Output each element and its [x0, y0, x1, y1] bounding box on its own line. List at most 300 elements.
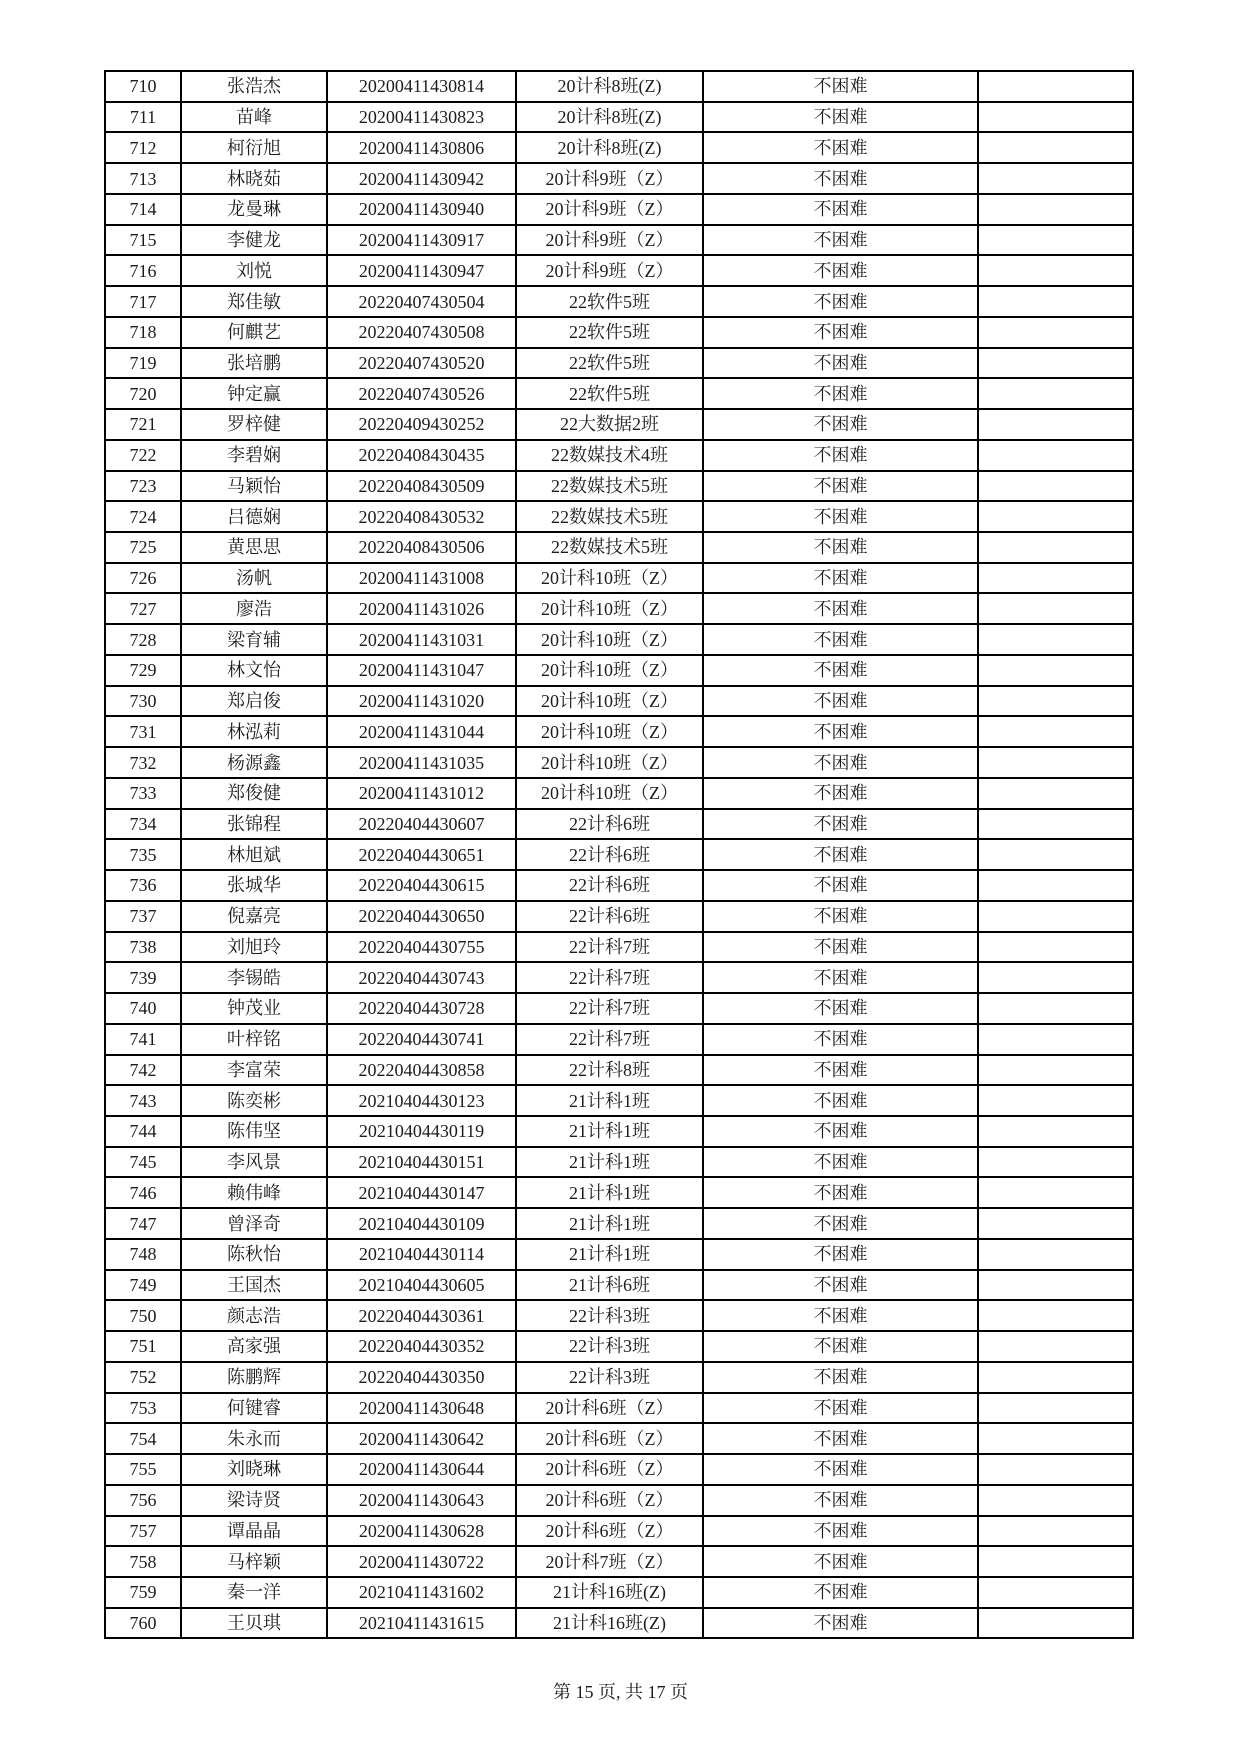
student-name-cell: 秦一洋 — [181, 1577, 327, 1608]
row-number-cell: 725 — [105, 532, 181, 563]
student-id-cell: 20210404430119 — [327, 1116, 516, 1147]
student-roster-table — [104, 70, 1134, 1639]
class-name-cell: 21计科16班(Z) — [516, 1577, 703, 1608]
student-id-cell: 20220404430755 — [327, 932, 516, 963]
student-id-cell: 20200411430722 — [327, 1546, 516, 1577]
table-row — [105, 1024, 1133, 1055]
row-number-cell: 714 — [105, 194, 181, 225]
class-name-cell: 21计科6班 — [516, 1270, 703, 1301]
page-footer: 第 15 页, 共 17 页 — [553, 1682, 688, 1702]
note-cell — [978, 1546, 1133, 1577]
class-name-cell: 21计科1班 — [516, 1085, 703, 1116]
table-row — [105, 1393, 1133, 1424]
class-name-cell: 20计科6班（Z） — [516, 1393, 703, 1424]
student-name-cell: 林晓茹 — [181, 163, 327, 194]
class-name-cell: 20计科10班（Z） — [516, 686, 703, 717]
class-name-cell: 20计科10班（Z） — [516, 624, 703, 655]
table-row — [105, 378, 1133, 409]
note-cell — [978, 1239, 1133, 1270]
class-name-cell: 22计科6班 — [516, 839, 703, 870]
row-number-cell: 757 — [105, 1516, 181, 1547]
class-name-cell: 22计科6班 — [516, 870, 703, 901]
student-name-cell: 张城华 — [181, 870, 327, 901]
class-name-cell: 22数媒技术5班 — [516, 532, 703, 563]
status-cell: 不困难 — [703, 1239, 978, 1270]
class-name-cell: 22计科3班 — [516, 1362, 703, 1393]
row-number-cell: 741 — [105, 1024, 181, 1055]
student-name-cell: 林文怡 — [181, 655, 327, 686]
table-row — [105, 1239, 1133, 1270]
class-name-cell: 21计科1班 — [516, 1239, 703, 1270]
note-cell — [978, 1085, 1133, 1116]
table-row — [105, 317, 1133, 348]
class-name-cell: 20计科8班(Z) — [516, 102, 703, 133]
student-name-cell: 赖伟峰 — [181, 1177, 327, 1208]
student-id-cell: 20200411430806 — [327, 132, 516, 163]
status-cell: 不困难 — [703, 624, 978, 655]
student-id-cell: 20200411430917 — [327, 225, 516, 256]
table-row — [105, 440, 1133, 471]
student-id-cell: 20220404430741 — [327, 1024, 516, 1055]
student-id-cell: 20220407430504 — [327, 286, 516, 317]
note-cell — [978, 378, 1133, 409]
status-cell: 不困难 — [703, 1177, 978, 1208]
row-number-cell: 742 — [105, 1055, 181, 1086]
note-cell — [978, 932, 1133, 963]
student-name-cell: 李碧娴 — [181, 440, 327, 471]
student-name-cell: 张锦程 — [181, 809, 327, 840]
note-cell — [978, 194, 1133, 225]
student-name-cell: 龙曼琳 — [181, 194, 327, 225]
class-name-cell: 20计科10班（Z） — [516, 716, 703, 747]
student-name-cell: 梁育辅 — [181, 624, 327, 655]
student-name-cell: 刘旭玲 — [181, 932, 327, 963]
note-cell — [978, 993, 1133, 1024]
table-row — [105, 1085, 1133, 1116]
student-name-cell: 谭晶晶 — [181, 1516, 327, 1547]
class-name-cell: 22计科8班 — [516, 1055, 703, 1086]
note-cell — [978, 686, 1133, 717]
status-cell: 不困难 — [703, 686, 978, 717]
student-name-cell: 曾泽奇 — [181, 1208, 327, 1239]
table-row — [105, 1208, 1133, 1239]
student-name-cell: 高家强 — [181, 1331, 327, 1362]
status-cell: 不困难 — [703, 163, 978, 194]
table-row — [105, 1485, 1133, 1516]
row-number-cell: 759 — [105, 1577, 181, 1608]
student-id-cell: 20220408430532 — [327, 501, 516, 532]
row-number-cell: 755 — [105, 1454, 181, 1485]
status-cell: 不困难 — [703, 1546, 978, 1577]
table-row — [105, 1055, 1133, 1086]
note-cell — [978, 716, 1133, 747]
table-row — [105, 1546, 1133, 1577]
student-name-cell: 吕德娴 — [181, 501, 327, 532]
student-id-cell: 20220404430858 — [327, 1055, 516, 1086]
row-number-cell: 753 — [105, 1393, 181, 1424]
student-id-cell: 20200411430642 — [327, 1423, 516, 1454]
note-cell — [978, 1024, 1133, 1055]
student-id-cell: 20220404430650 — [327, 901, 516, 932]
status-cell: 不困难 — [703, 1454, 978, 1485]
note-cell — [978, 1331, 1133, 1362]
note-cell — [978, 1300, 1133, 1331]
status-cell: 不困难 — [703, 1485, 978, 1516]
status-cell: 不困难 — [703, 655, 978, 686]
student-name-cell: 李锡皓 — [181, 962, 327, 993]
table-row — [105, 532, 1133, 563]
note-cell — [978, 71, 1133, 102]
status-cell: 不困难 — [703, 962, 978, 993]
class-name-cell: 21计科1班 — [516, 1177, 703, 1208]
student-id-cell: 20200411430940 — [327, 194, 516, 225]
row-number-cell: 715 — [105, 225, 181, 256]
table-row — [105, 1362, 1133, 1393]
table-row — [105, 1454, 1133, 1485]
status-cell: 不困难 — [703, 1208, 978, 1239]
note-cell — [978, 409, 1133, 440]
status-cell: 不困难 — [703, 563, 978, 594]
student-id-cell: 20200411431031 — [327, 624, 516, 655]
table-row — [105, 1147, 1133, 1178]
table-row — [105, 716, 1133, 747]
student-table-body — [105, 71, 1133, 1638]
student-name-cell: 罗梓健 — [181, 409, 327, 440]
note-cell — [978, 1147, 1133, 1178]
status-cell: 不困难 — [703, 870, 978, 901]
class-name-cell: 22计科3班 — [516, 1300, 703, 1331]
note-cell — [978, 1516, 1133, 1547]
row-number-cell: 730 — [105, 686, 181, 717]
student-id-cell: 20220408430509 — [327, 471, 516, 502]
table-row — [105, 348, 1133, 379]
class-name-cell: 22数媒技术5班 — [516, 471, 703, 502]
row-number-cell: 738 — [105, 932, 181, 963]
table-row — [105, 1116, 1133, 1147]
class-name-cell: 20计科6班（Z） — [516, 1485, 703, 1516]
student-id-cell: 20220404430361 — [327, 1300, 516, 1331]
table-row — [105, 809, 1133, 840]
table-row — [105, 686, 1133, 717]
table-row — [105, 1577, 1133, 1608]
table-row — [105, 163, 1133, 194]
row-number-cell: 751 — [105, 1331, 181, 1362]
class-name-cell: 21计科1班 — [516, 1147, 703, 1178]
row-number-cell: 735 — [105, 839, 181, 870]
student-name-cell: 钟茂业 — [181, 993, 327, 1024]
student-id-cell: 20220404430728 — [327, 993, 516, 1024]
class-name-cell: 22计科7班 — [516, 993, 703, 1024]
student-name-cell: 林旭斌 — [181, 839, 327, 870]
status-cell: 不困难 — [703, 593, 978, 624]
student-name-cell: 何键睿 — [181, 1393, 327, 1424]
student-name-cell: 杨源鑫 — [181, 747, 327, 778]
student-id-cell: 20200411430644 — [327, 1454, 516, 1485]
status-cell: 不困难 — [703, 932, 978, 963]
status-cell: 不困难 — [703, 1577, 978, 1608]
status-cell: 不困难 — [703, 1085, 978, 1116]
note-cell — [978, 501, 1133, 532]
status-cell: 不困难 — [703, 102, 978, 133]
student-id-cell: 20220404430607 — [327, 809, 516, 840]
student-name-cell: 李富荣 — [181, 1055, 327, 1086]
table-row — [105, 624, 1133, 655]
note-cell — [978, 1423, 1133, 1454]
class-name-cell: 20计科10班（Z） — [516, 563, 703, 594]
row-number-cell: 724 — [105, 501, 181, 532]
student-name-cell: 陈鹏辉 — [181, 1362, 327, 1393]
student-id-cell: 20210404430109 — [327, 1208, 516, 1239]
table-row — [105, 1608, 1133, 1639]
student-name-cell: 林泓莉 — [181, 716, 327, 747]
table-row — [105, 255, 1133, 286]
note-cell — [978, 532, 1133, 563]
note-cell — [978, 255, 1133, 286]
note-cell — [978, 809, 1133, 840]
student-id-cell: 20200411430947 — [327, 255, 516, 286]
class-name-cell: 20计科7班（Z） — [516, 1546, 703, 1577]
class-name-cell: 22软件5班 — [516, 286, 703, 317]
student-name-cell: 郑俊健 — [181, 778, 327, 809]
table-row — [105, 870, 1133, 901]
row-number-cell: 734 — [105, 809, 181, 840]
note-cell — [978, 1454, 1133, 1485]
note-cell — [978, 1270, 1133, 1301]
student-name-cell: 李风景 — [181, 1147, 327, 1178]
row-number-cell: 750 — [105, 1300, 181, 1331]
student-id-cell: 20200411431044 — [327, 716, 516, 747]
row-number-cell: 758 — [105, 1546, 181, 1577]
student-id-cell: 20220407430508 — [327, 317, 516, 348]
row-number-cell: 728 — [105, 624, 181, 655]
student-id-cell: 20210404430151 — [327, 1147, 516, 1178]
table-row — [105, 1331, 1133, 1362]
row-number-cell: 716 — [105, 255, 181, 286]
note-cell — [978, 1608, 1133, 1639]
row-number-cell: 733 — [105, 778, 181, 809]
class-name-cell: 22软件5班 — [516, 317, 703, 348]
row-number-cell: 746 — [105, 1177, 181, 1208]
table-row — [105, 102, 1133, 133]
student-id-cell: 20220409430252 — [327, 409, 516, 440]
note-cell — [978, 286, 1133, 317]
student-id-cell: 20210404430147 — [327, 1177, 516, 1208]
student-id-cell: 20220404430651 — [327, 839, 516, 870]
note-cell — [978, 440, 1133, 471]
student-name-cell: 张浩杰 — [181, 71, 327, 102]
status-cell: 不困难 — [703, 993, 978, 1024]
student-id-cell: 20210411431602 — [327, 1577, 516, 1608]
status-cell: 不困难 — [703, 255, 978, 286]
class-name-cell: 22计科3班 — [516, 1331, 703, 1362]
class-name-cell: 20计科9班（Z） — [516, 194, 703, 225]
note-cell — [978, 593, 1133, 624]
row-number-cell: 717 — [105, 286, 181, 317]
student-name-cell: 廖浩 — [181, 593, 327, 624]
row-number-cell: 748 — [105, 1239, 181, 1270]
status-cell: 不困难 — [703, 809, 978, 840]
student-name-cell: 陈秋怡 — [181, 1239, 327, 1270]
row-number-cell: 726 — [105, 563, 181, 594]
note-cell — [978, 1208, 1133, 1239]
row-number-cell: 745 — [105, 1147, 181, 1178]
student-id-cell: 20220408430435 — [327, 440, 516, 471]
student-name-cell: 郑启俊 — [181, 686, 327, 717]
student-name-cell: 汤帆 — [181, 563, 327, 594]
table-row — [105, 1516, 1133, 1547]
row-number-cell: 744 — [105, 1116, 181, 1147]
note-cell — [978, 1362, 1133, 1393]
class-name-cell: 20计科10班（Z） — [516, 593, 703, 624]
class-name-cell: 20计科8班(Z) — [516, 132, 703, 163]
status-cell: 不困难 — [703, 1608, 978, 1639]
student-name-cell: 马颖怡 — [181, 471, 327, 502]
status-cell: 不困难 — [703, 1055, 978, 1086]
table-row — [105, 1177, 1133, 1208]
class-name-cell: 20计科6班（Z） — [516, 1423, 703, 1454]
note-cell — [978, 225, 1133, 256]
student-name-cell: 李健龙 — [181, 225, 327, 256]
status-cell: 不困难 — [703, 286, 978, 317]
student-id-cell: 20200411431026 — [327, 593, 516, 624]
table-row — [105, 778, 1133, 809]
student-name-cell: 苗峰 — [181, 102, 327, 133]
table-row — [105, 1423, 1133, 1454]
class-name-cell: 21计科1班 — [516, 1116, 703, 1147]
row-number-cell: 739 — [105, 962, 181, 993]
class-name-cell: 22软件5班 — [516, 378, 703, 409]
student-name-cell: 刘晓琳 — [181, 1454, 327, 1485]
row-number-cell: 723 — [105, 471, 181, 502]
status-cell: 不困难 — [703, 225, 978, 256]
status-cell: 不困难 — [703, 1270, 978, 1301]
note-cell — [978, 1116, 1133, 1147]
student-name-cell: 陈伟坚 — [181, 1116, 327, 1147]
student-name-cell: 张培鹏 — [181, 348, 327, 379]
student-name-cell: 陈奕彬 — [181, 1085, 327, 1116]
student-name-cell: 叶梓铭 — [181, 1024, 327, 1055]
student-id-cell: 20200411430942 — [327, 163, 516, 194]
class-name-cell: 22软件5班 — [516, 348, 703, 379]
row-number-cell: 721 — [105, 409, 181, 440]
table-row — [105, 655, 1133, 686]
row-number-cell: 713 — [105, 163, 181, 194]
student-name-cell: 刘悦 — [181, 255, 327, 286]
student-id-cell: 20220404430352 — [327, 1331, 516, 1362]
note-cell — [978, 778, 1133, 809]
class-name-cell: 20计科9班（Z） — [516, 255, 703, 286]
class-name-cell: 21计科1班 — [516, 1208, 703, 1239]
note-cell — [978, 870, 1133, 901]
class-name-cell: 22计科7班 — [516, 1024, 703, 1055]
table-row — [105, 1300, 1133, 1331]
row-number-cell: 760 — [105, 1608, 181, 1639]
student-id-cell: 20220404430743 — [327, 962, 516, 993]
status-cell: 不困难 — [703, 1147, 978, 1178]
row-number-cell: 720 — [105, 378, 181, 409]
row-number-cell: 754 — [105, 1423, 181, 1454]
note-cell — [978, 901, 1133, 932]
student-name-cell: 颜志浩 — [181, 1300, 327, 1331]
student-id-cell: 20200411430643 — [327, 1485, 516, 1516]
table-row — [105, 839, 1133, 870]
status-cell: 不困难 — [703, 1116, 978, 1147]
class-name-cell: 20计科8班(Z) — [516, 71, 703, 102]
status-cell: 不困难 — [703, 71, 978, 102]
student-name-cell: 倪嘉亮 — [181, 901, 327, 932]
class-name-cell: 22数媒技术5班 — [516, 501, 703, 532]
student-name-cell: 王贝琪 — [181, 1608, 327, 1639]
note-cell — [978, 1055, 1133, 1086]
class-name-cell: 22计科6班 — [516, 901, 703, 932]
class-name-cell: 20计科10班（Z） — [516, 778, 703, 809]
student-id-cell: 20200411430823 — [327, 102, 516, 133]
table-row — [105, 501, 1133, 532]
student-id-cell: 20210404430114 — [327, 1239, 516, 1270]
student-id-cell: 20210404430605 — [327, 1270, 516, 1301]
class-name-cell: 20计科10班（Z） — [516, 747, 703, 778]
table-row — [105, 1270, 1133, 1301]
table-row — [105, 286, 1133, 317]
row-number-cell: 727 — [105, 593, 181, 624]
student-name-cell: 王国杰 — [181, 1270, 327, 1301]
note-cell — [978, 563, 1133, 594]
row-number-cell: 740 — [105, 993, 181, 1024]
student-name-cell: 马梓颖 — [181, 1546, 327, 1577]
student-id-cell: 20200411431012 — [327, 778, 516, 809]
note-cell — [978, 839, 1133, 870]
table-row — [105, 194, 1133, 225]
status-cell: 不困难 — [703, 1516, 978, 1547]
student-id-cell: 20220407430520 — [327, 348, 516, 379]
row-number-cell: 756 — [105, 1485, 181, 1516]
note-cell — [978, 348, 1133, 379]
row-number-cell: 749 — [105, 1270, 181, 1301]
table-row — [105, 901, 1133, 932]
class-name-cell: 20计科6班（Z） — [516, 1516, 703, 1547]
student-id-cell: 20200411431047 — [327, 655, 516, 686]
status-cell: 不困难 — [703, 839, 978, 870]
status-cell: 不困难 — [703, 1300, 978, 1331]
class-name-cell: 22大数据2班 — [516, 409, 703, 440]
status-cell: 不困难 — [703, 1393, 978, 1424]
row-number-cell: 752 — [105, 1362, 181, 1393]
class-name-cell: 22计科6班 — [516, 809, 703, 840]
note-cell — [978, 163, 1133, 194]
row-number-cell: 729 — [105, 655, 181, 686]
student-name-cell: 钟定赢 — [181, 378, 327, 409]
table-row — [105, 962, 1133, 993]
student-name-cell: 朱永而 — [181, 1423, 327, 1454]
status-cell: 不困难 — [703, 1024, 978, 1055]
row-number-cell: 731 — [105, 716, 181, 747]
row-number-cell: 719 — [105, 348, 181, 379]
row-number-cell: 743 — [105, 1085, 181, 1116]
status-cell: 不困难 — [703, 716, 978, 747]
note-cell — [978, 624, 1133, 655]
table-row — [105, 71, 1133, 102]
student-id-cell: 20200411431008 — [327, 563, 516, 594]
note-cell — [978, 102, 1133, 133]
status-cell: 不困难 — [703, 471, 978, 502]
status-cell: 不困难 — [703, 747, 978, 778]
student-id-cell: 20220408430506 — [327, 532, 516, 563]
student-id-cell: 20200411430814 — [327, 71, 516, 102]
row-number-cell: 736 — [105, 870, 181, 901]
note-cell — [978, 747, 1133, 778]
student-id-cell: 20220404430350 — [327, 1362, 516, 1393]
student-name-cell: 柯衍旭 — [181, 132, 327, 163]
